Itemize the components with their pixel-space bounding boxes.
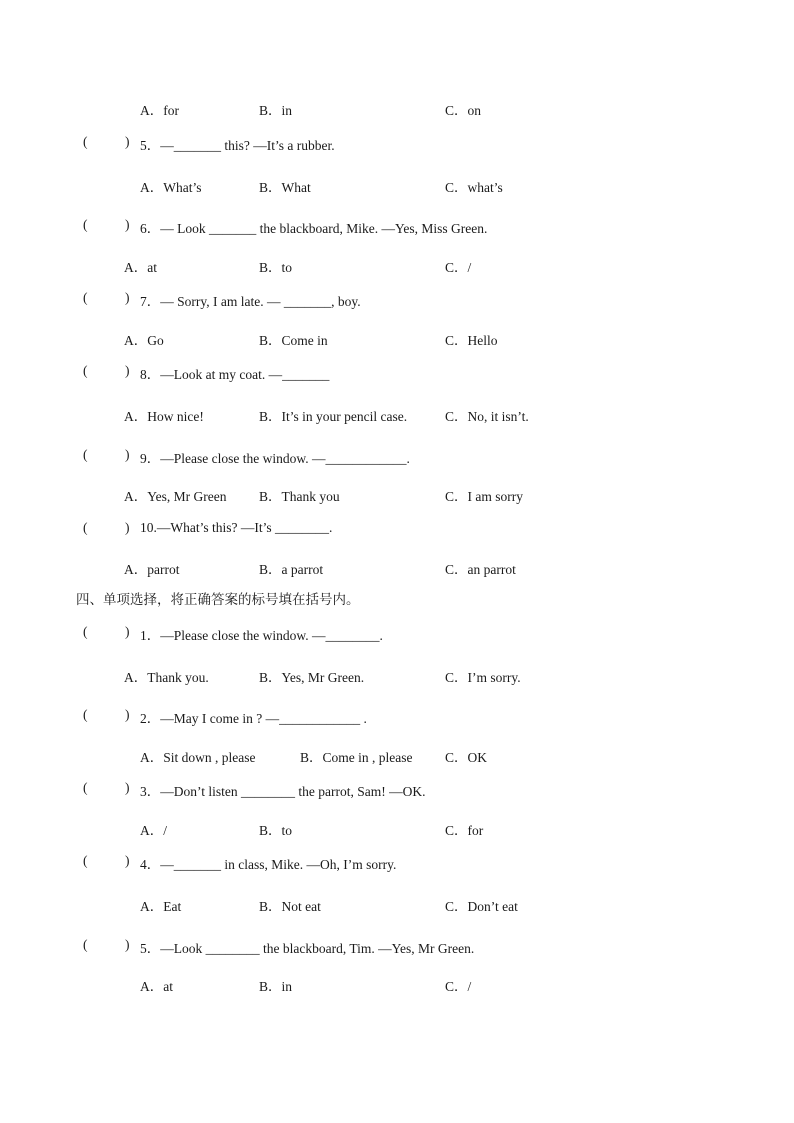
option-c: C．what’s — [445, 180, 503, 195]
section-title: 四、单项选择，将正确答案的标号填在括号内。 — [76, 592, 360, 608]
answer-bracket[interactable]: ( ) — [83, 217, 130, 232]
option-a: A．parrot — [124, 562, 180, 577]
option-a: A．Eat — [140, 899, 182, 914]
question-text: 3．—Don’t listen ________ the parrot, Sam! —OK. — [140, 784, 426, 799]
option-b: B．to — [259, 823, 293, 838]
answer-bracket[interactable]: ( ) — [83, 937, 130, 952]
question-text: 5．—Look ________ the blackboard, Tim. —Yes, Mr Green. — [140, 941, 475, 956]
option-c: C．Don’t eat — [445, 899, 518, 914]
question-text: 8．—Look at my coat. —_______ — [140, 367, 330, 382]
option-c: C．for — [445, 823, 484, 838]
question-text: 7．— Sorry, I am late. — _______, boy. — [140, 294, 361, 309]
option-a: A．for — [140, 103, 179, 118]
option-b: B．What — [259, 180, 311, 195]
option-c: C．an parrot — [445, 562, 516, 577]
option-b: B．to — [259, 260, 293, 275]
option-b: B．Yes, Mr Green. — [259, 670, 365, 685]
answer-bracket[interactable]: ( ) — [83, 707, 130, 722]
option-b: B．a parrot — [259, 562, 324, 577]
option-c: C．Hello — [445, 333, 498, 348]
option-c: C．I’m sorry. — [445, 670, 521, 685]
question-text: 4．—_______ in class, Mike. —Oh, I’m sorry. — [140, 857, 397, 872]
question-text: 2．—May I come in ? —____________ . — [140, 711, 367, 726]
option-a: A．Thank you. — [124, 670, 209, 685]
answer-bracket[interactable]: ( ) — [83, 447, 130, 462]
option-a: A．/ — [140, 823, 167, 838]
answer-bracket[interactable]: ( ) — [83, 520, 130, 535]
option-b: B．in — [259, 979, 293, 994]
option-b: B．Thank you — [259, 489, 340, 504]
answer-bracket[interactable]: ( ) — [83, 290, 130, 305]
option-a: A．Yes, Mr Green — [124, 489, 227, 504]
answer-bracket[interactable]: ( ) — [83, 780, 130, 795]
option-b: B．Come in — [259, 333, 328, 348]
option-c: C．/ — [445, 260, 472, 275]
question-text: 5．—_______ this? —It’s a rubber. — [140, 138, 335, 153]
option-a: A．How nice! — [124, 409, 204, 424]
answer-bracket[interactable]: ( ) — [83, 363, 130, 378]
option-c: C．on — [445, 103, 482, 118]
option-b: B．It’s in your pencil case. — [259, 409, 408, 424]
question-text: 10.—What’s this? —It’s ________. — [140, 520, 333, 535]
option-b: B．Come in , please — [300, 750, 413, 765]
option-b: B．Not eat — [259, 899, 321, 914]
question-text: 6．— Look _______ the blackboard, Mike. —Yes, Miss Green. — [140, 221, 488, 236]
option-c: C．I am sorry — [445, 489, 523, 504]
option-a: A．at — [124, 260, 157, 275]
option-a: A．Sit down , please — [140, 750, 256, 765]
answer-bracket[interactable]: ( ) — [83, 134, 130, 149]
option-b: B．in — [259, 103, 293, 118]
question-text: 9．—Please close the window. —____________. — [140, 451, 410, 466]
answer-bracket[interactable]: ( ) — [83, 624, 130, 639]
question-text: 1．—Please close the window. —________. — [140, 628, 383, 643]
answer-bracket[interactable]: ( ) — [83, 853, 130, 868]
option-c: C．No, it isn’t. — [445, 409, 529, 424]
option-c: C．/ — [445, 979, 472, 994]
option-a: A．at — [140, 979, 173, 994]
option-c: C．OK — [445, 750, 488, 765]
option-a: A．What’s — [140, 180, 202, 195]
option-a: A．Go — [124, 333, 164, 348]
